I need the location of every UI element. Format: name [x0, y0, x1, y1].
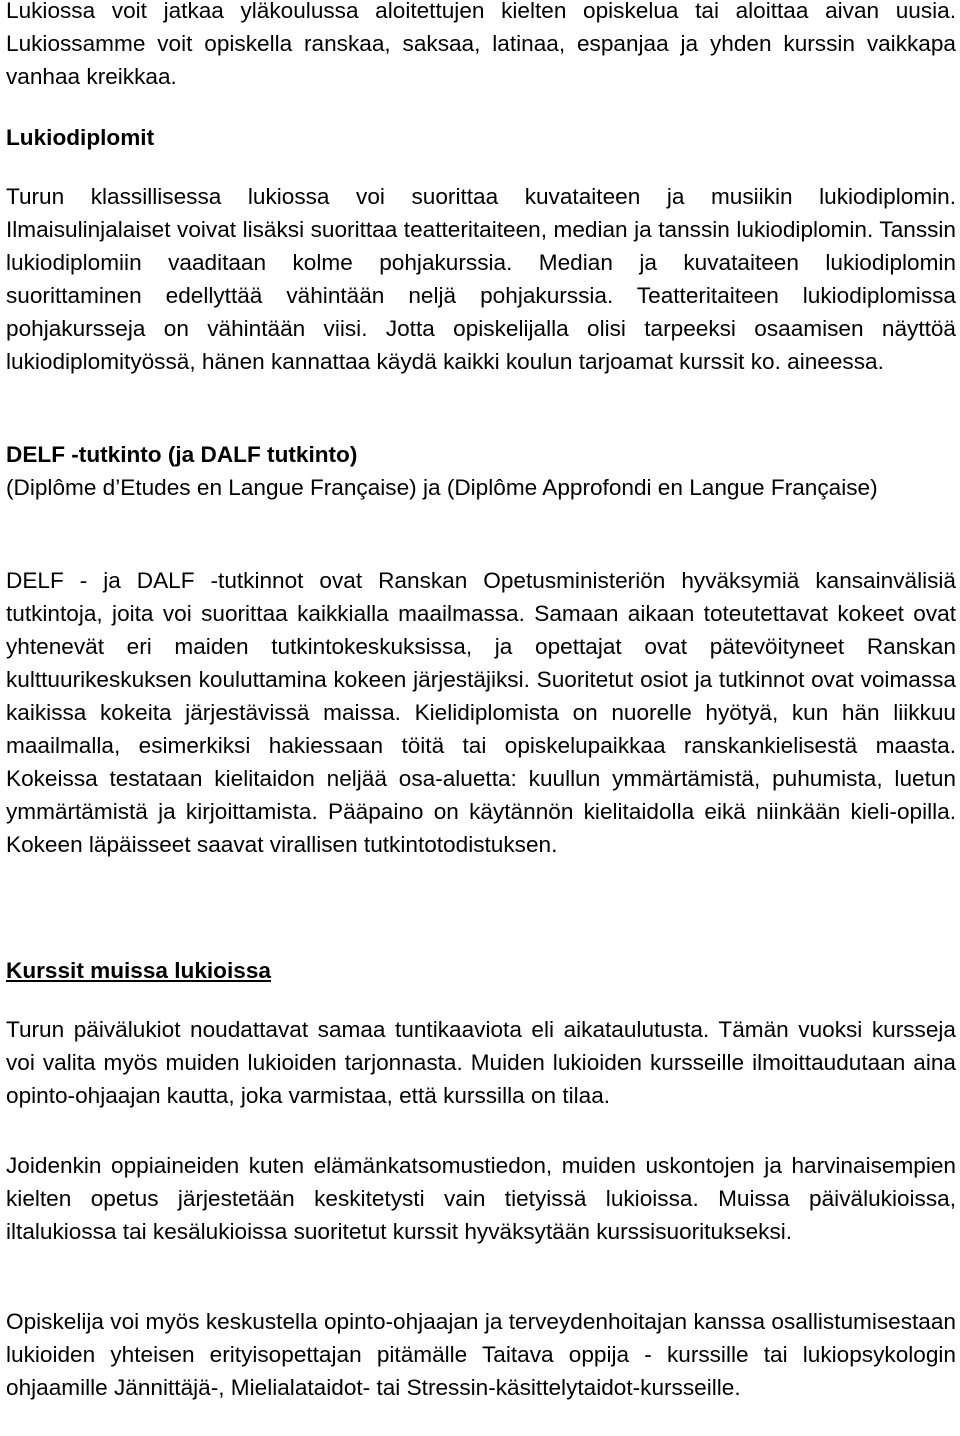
- kurssit-paragraph-2: Joidenkin oppiaineiden kuten elämänkatsomustiedon, muiden uskontojen ja harvinaisempien kielten opetus järjestetään keskitetysti vain tietyissä lukioissa. Muissa päivälukioissa, iltalukiossa tai kesälukioissa suoritetut kurssit hyväksytään kurssisuoritukseksi.: [6, 1153, 956, 1244]
- delf-subtitle: (Diplôme d’Etudes en Langue Française) ja (Diplôme Approfondi en Langue Française): [6, 475, 878, 500]
- delf-paragraph: DELF - ja DALF -tutkinnot ovat Ranskan Opetusministeriön hyväksymiä kansainvälisiä tutkintoja, joita voi suorittaa kaikkialla maailmassa. Samaan aikaan toteutettavat kokeet ovat yhtenevät eri maiden tutkintokeskuksissa, ja opettajat ovat pätevöityneet Ranskan kulttuurikeskuksen kouluttamina kokeen järjestäjiksi. Suoritetut osiot ja tutkinnot ovat voimassa kaikissa kokeita järjestävissä maissa. Kielidiplomista on nuorelle hyötyä, kun hän liikkuu maailmalla, esimerkiksi hakiessaan töitä tai opiskelupaikkaa ranskankielisestä maasta. Kokeissa testataan kielitaidon neljää osa-aluetta: kuullun ymmärtämistä, puhumista, luetun ymmärtämistä ja kirjoittamista. Pääpaino on käytännön kielitaidolla eikä niinkään kieli-opilla. Kokeen läpäisseet saavat virallisen tutkintotodistuksen.: [6, 568, 956, 857]
- lukiodiplomit-heading: Lukiodiplomit: [6, 125, 155, 150]
- kurssit-heading: Kurssit muissa lukioissa: [6, 958, 271, 983]
- intro-paragraph: Lukiossa voit jatkaa yläkoulussa aloitettujen kielten opiskelua tai aloittaa aivan uusia. Lukiossamme voit opiskella ranskaa, saksaa, latinaa, espanjaa ja yhden kurssin vaikkapa vanhaa kreikkaa.: [6, 0, 956, 89]
- delf-heading: DELF -tutkinto (ja DALF tutkinto): [6, 442, 358, 467]
- kurssit-paragraph-1: Turun päivälukiot noudattavat samaa tuntikaaviota eli aikataulutusta. Tämän vuoksi kursseja voi valita myös muiden lukioiden tarjonnasta. Muiden lukioiden kursseille ilmoittaudutaan aina opinto-ohjaajan kautta, joka varmistaa, että kurssilla on tilaa.: [6, 1017, 956, 1108]
- lukiodiplomit-paragraph: Turun klassillisessa lukiossa voi suorittaa kuvataiteen ja musiikin lukiodiplomin. Ilmaisulinjalaiset voivat lisäksi suorittaa teatteritaiteen, median ja tanssin lukiodiplomin. Tanssin lukiodiplomiin vaaditaan kolme pohjakurssia. Median ja kuvataiteen lukiodiplomin suorittaminen edellyttää vähintään neljä pohjakurssia. Teatteritaiteen lukiodiplomissa pohjakursseja on vähintään viisi. Jotta opiskelijalla olisi tarpeeksi osaamisen näyttöä lukiodiplomityössä, hänen kannattaa käydä kaikki koulun tarjoamat kurssit ko. aineessa.: [6, 184, 956, 374]
- kurssit-paragraph-3: Opiskelija voi myös keskustella opinto-ohjaajan ja terveydenhoitajan kanssa osallistumisestaan lukioiden yhteisen erityisopettajan pitämälle Taitava oppija - kurssille tai lukiopsykologin ohjaamille Jännittäjä-, Mielialataidot- tai Stressin-käsittelytaidot-kursseille.: [6, 1309, 956, 1400]
